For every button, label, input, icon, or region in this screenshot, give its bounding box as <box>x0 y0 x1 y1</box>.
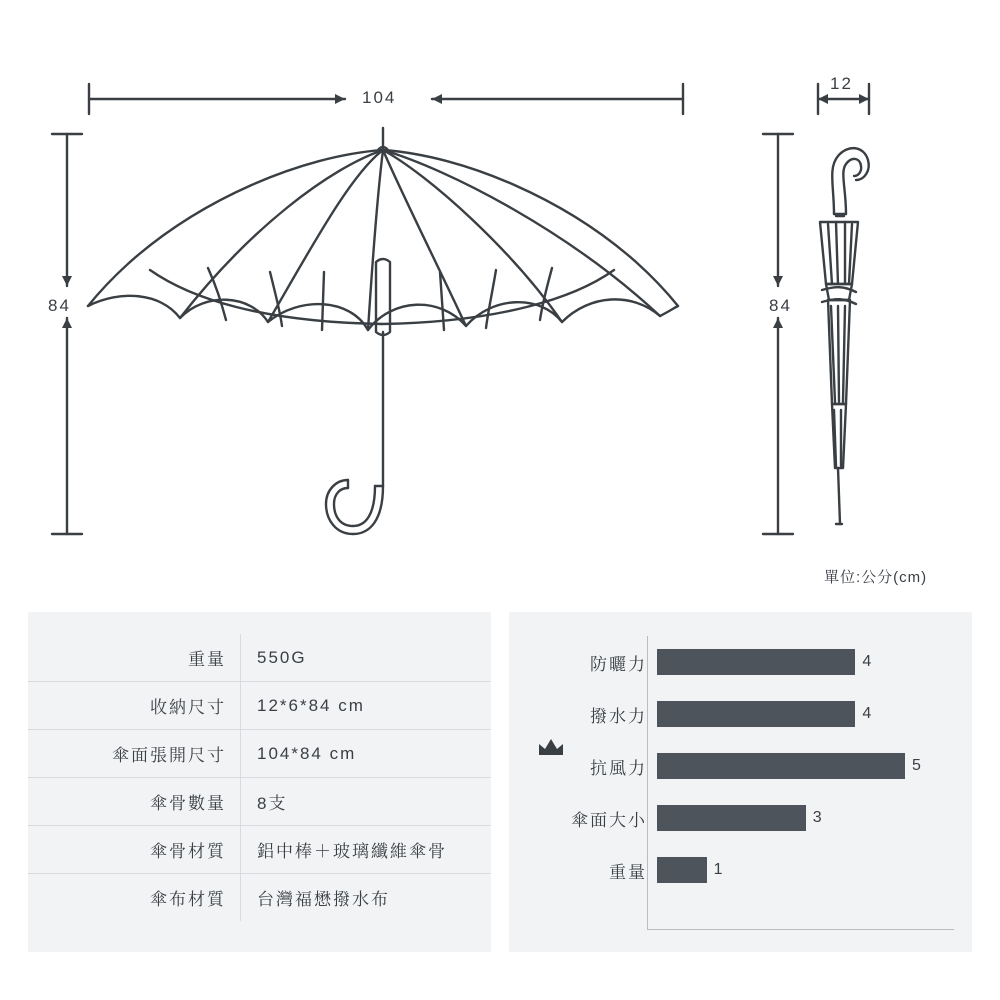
list-item <box>509 792 972 844</box>
bar-container <box>657 753 972 779</box>
spec-key: 重量 <box>28 634 241 682</box>
width-dimension-label: 104 <box>362 88 397 107</box>
table-row <box>28 682 491 730</box>
spec-key: 傘骨材質 <box>28 826 241 874</box>
spec-value: 12*6*84 cm <box>241 682 492 730</box>
table-row <box>28 730 491 778</box>
list-item <box>509 688 972 740</box>
spec-key: 收納尺寸 <box>28 682 241 730</box>
chart-x-axis <box>647 929 954 930</box>
spec-value: 鋁中棒＋玻璃纖維傘骨 <box>241 826 492 874</box>
list-item <box>509 844 972 896</box>
spec-value: 550G <box>241 634 492 682</box>
spec-table <box>28 634 491 921</box>
rating-value: 5 <box>912 757 921 774</box>
rating-value: 1 <box>713 861 723 878</box>
bar-container <box>657 805 972 831</box>
spec-value: 104*84 cm <box>241 730 492 778</box>
height-dimension-label: 84 <box>48 296 71 315</box>
spec-value: 台灣福懋撥水布 <box>257 890 390 909</box>
bar-container <box>657 857 972 883</box>
rating-category-label: 重量 <box>609 862 647 882</box>
rating-bar <box>657 857 707 883</box>
rating-category-label: 防曬力 <box>590 654 647 674</box>
rating-panel <box>509 612 972 952</box>
bar-container <box>657 649 972 675</box>
rating-value: 4 <box>862 653 872 670</box>
depth-dimension-label: 12 <box>830 74 853 93</box>
spec-panel <box>28 612 491 952</box>
spec-key: 傘布材質 <box>28 874 241 922</box>
rating-category-label: 傘面大小 <box>571 810 647 830</box>
list-item <box>509 740 972 792</box>
unit-note: 單位:公分(cm) <box>824 569 928 586</box>
table-row <box>28 874 491 922</box>
spec-key: 傘面張開尺寸 <box>28 730 241 778</box>
spec-value: 8支 <box>241 778 492 826</box>
table-row <box>28 778 491 826</box>
table-row <box>28 826 491 874</box>
table-row <box>28 634 491 682</box>
rating-value: 4 <box>862 705 872 722</box>
rating-bar <box>657 753 905 779</box>
rating-bar <box>657 805 806 831</box>
rating-bar-chart <box>509 612 972 952</box>
rating-value: 3 <box>812 809 822 826</box>
bottom-panels <box>0 612 1000 952</box>
rating-category-label: 撥水力 <box>590 706 647 726</box>
rating-category-label: 抗風力 <box>590 758 647 778</box>
list-item <box>509 636 972 688</box>
closed-height-dimension-label: 84 <box>769 296 792 315</box>
rating-bar <box>657 701 855 727</box>
bar-container <box>657 701 972 727</box>
rating-bar <box>657 649 855 675</box>
spec-key: 傘骨數量 <box>28 778 241 826</box>
